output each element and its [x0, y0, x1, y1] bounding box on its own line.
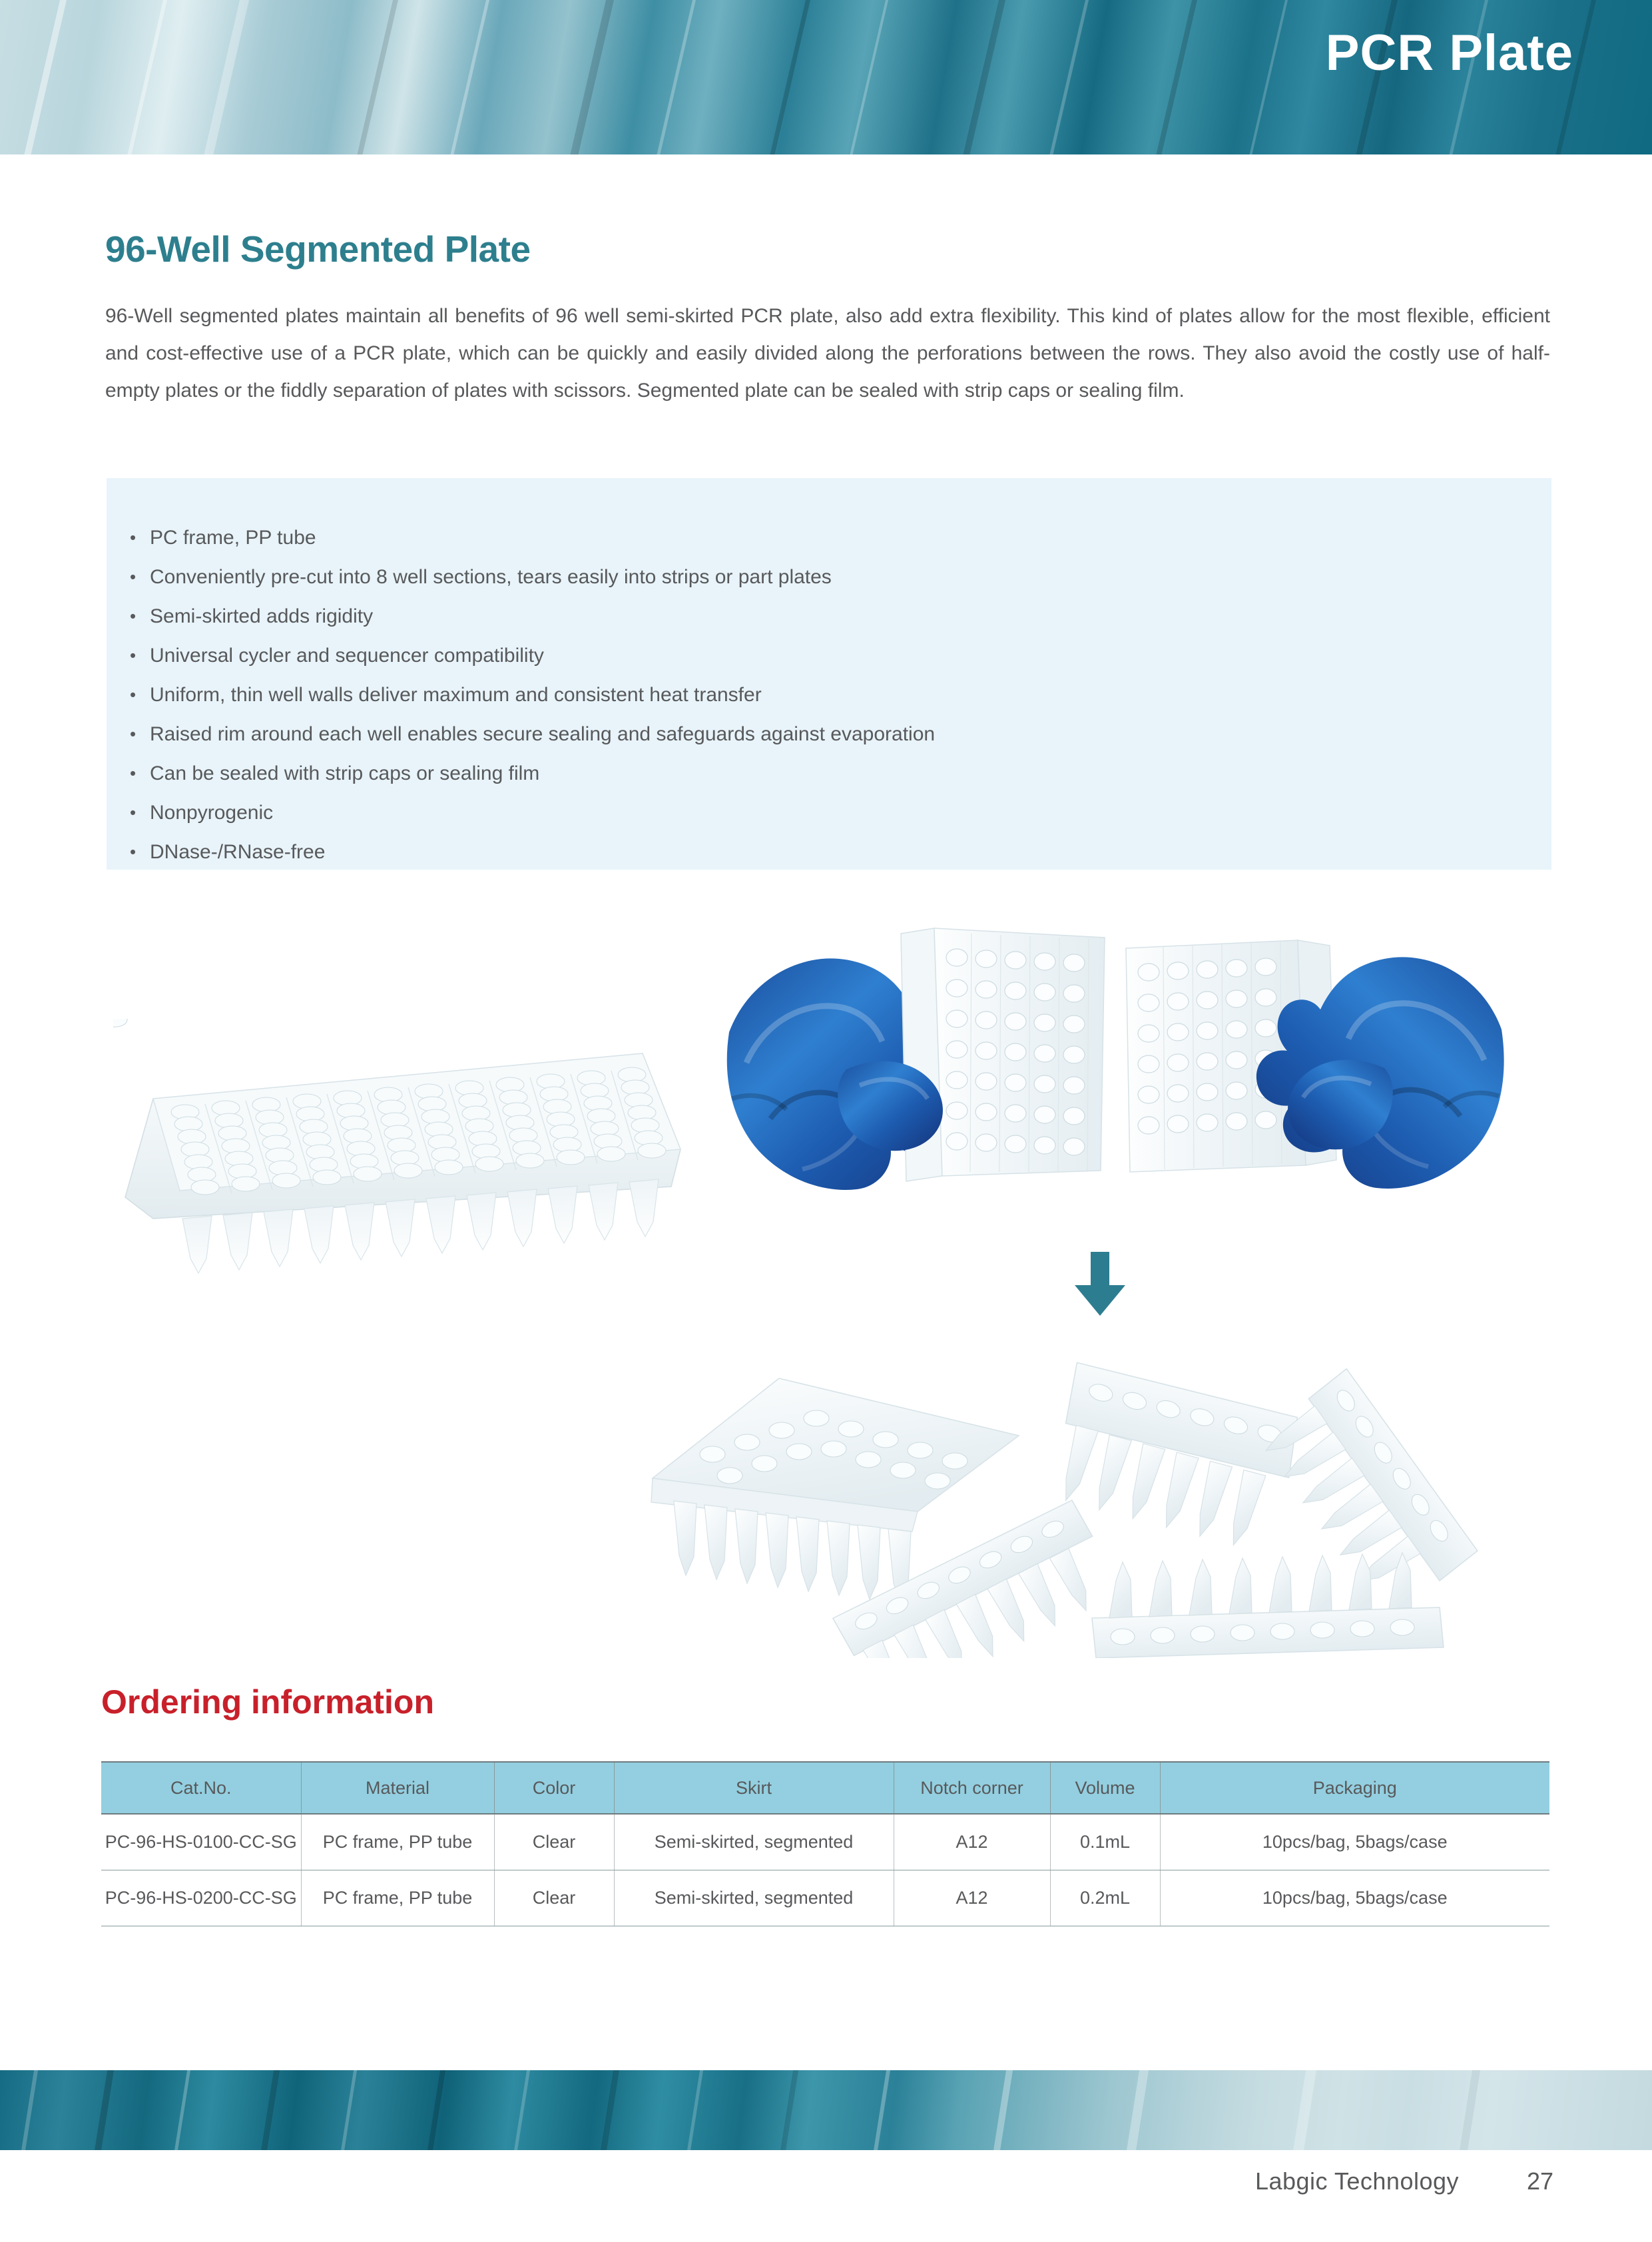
- banner-stripe: [754, 0, 823, 154]
- cell-volume: 0.1mL: [1050, 1814, 1160, 1870]
- banner-stripe: [554, 0, 627, 154]
- footer-company-name: Labgic Technology: [1254, 2167, 1459, 2195]
- banner-stripe: [434, 0, 502, 154]
- banner-stripe: [834, 0, 901, 154]
- cell-cat-no: PC-96-HS-0100-CC-SG: [101, 1814, 301, 1870]
- feature-item: • DNase-/RNase-free: [130, 832, 1551, 872]
- column-header-volume: Volume: [1050, 1762, 1160, 1814]
- table-row: [101, 1814, 1549, 1870]
- cell-color: Clear: [494, 1814, 614, 1870]
- ordering-table: [101, 1761, 1549, 1926]
- down-arrow-icon: [1072, 1252, 1128, 1316]
- column-header-notch-corner: Notch corner: [894, 1762, 1050, 1814]
- cell-packaging: 10pcs/bag, 5bags/case: [1160, 1870, 1549, 1926]
- feature-list: [107, 478, 1551, 872]
- footer-stripe: [772, 2070, 804, 2150]
- footer-stripe: [252, 2070, 286, 2150]
- hands-tearing-plate-image: [722, 899, 1508, 1272]
- footer-stripe: [679, 2070, 709, 2150]
- banner-stripe: [188, 0, 262, 154]
- feature-item: • Can be sealed with strip caps or sealing film: [130, 754, 1551, 793]
- segments-and-strips-image: [633, 1312, 1538, 1658]
- cell-volume: 0.2mL: [1050, 1870, 1160, 1926]
- table-row: [101, 1870, 1549, 1926]
- footer-stripe: [505, 2070, 536, 2150]
- cell-cat-no: PC-96-HS-0200-CC-SG: [101, 1870, 301, 1926]
- cell-notch-corner: A12: [894, 1870, 1050, 1926]
- banner-stripe: [947, 0, 1018, 154]
- banner-stripe: [8, 0, 79, 154]
- feature-item: • Nonpyrogenic: [130, 793, 1551, 832]
- cell-packaging: 10pcs/bag, 5bags/case: [1160, 1814, 1549, 1870]
- cell-material: PC frame, PP tube: [301, 1870, 494, 1926]
- column-header-cat-no: Cat.No.: [101, 1762, 301, 1814]
- feature-item: • Uniform, thin well walls deliver maximum and consistent heat transfer: [130, 675, 1551, 714]
- footer-stripe: [332, 2070, 363, 2150]
- footer-stripe: [86, 2070, 120, 2150]
- feature-item: • Semi-skirted adds rigidity: [130, 597, 1551, 636]
- table-header-row: [101, 1762, 1549, 1814]
- banner-stripe: [641, 0, 708, 154]
- column-header-color: Color: [494, 1762, 614, 1814]
- column-header-material: Material: [301, 1762, 494, 1814]
- plate-96well-image: [113, 1019, 692, 1278]
- product-image-area: [0, 886, 1652, 1665]
- feature-item: • Conveniently pre-cut into 8 well sections, tears easily into strips or part plates: [130, 557, 1551, 597]
- footer-stripe: [1118, 2070, 1155, 2150]
- footer-page-number: 27: [1526, 2167, 1553, 2195]
- footer-stripe: [419, 2070, 451, 2150]
- banner-stripe: [1233, 0, 1300, 154]
- footer-stripe: [1284, 2070, 1322, 2150]
- cell-material: PC frame, PP tube: [301, 1814, 494, 1870]
- banner-stripe: [1033, 0, 1101, 154]
- footer-stripe: [985, 2070, 1019, 2150]
- column-header-skirt: Skirt: [614, 1762, 894, 1814]
- page-title: PCR Plate: [1325, 25, 1573, 81]
- footer-stripe: [13, 2070, 44, 2150]
- feature-item: • Raised rim around each well enables secure sealing and safeguards against evaporation: [130, 714, 1551, 754]
- ordering-information-heading: Ordering information: [101, 1683, 434, 1721]
- banner-stripe: [1140, 0, 1210, 154]
- section-title: 96-Well Segmented Plate: [105, 228, 531, 270]
- footer-banner: [0, 2070, 1652, 2150]
- feature-item: • PC frame, PP tube: [130, 518, 1551, 557]
- cell-color: Clear: [494, 1870, 614, 1926]
- cell-skirt: Semi-skirted, segmented: [614, 1814, 894, 1870]
- cell-notch-corner: A12: [894, 1814, 1050, 1870]
- footer-stripe: [166, 2070, 196, 2150]
- cell-skirt: Semi-skirted, segmented: [614, 1870, 894, 1926]
- feature-item: • Universal cycler and sequencer compatibility: [130, 636, 1551, 675]
- column-header-packaging: Packaging: [1160, 1762, 1549, 1814]
- footer-stripe: [592, 2070, 625, 2150]
- footer-stripe: [1451, 2070, 1486, 2150]
- banner-stripe: [341, 0, 411, 154]
- banner-stripe: [111, 0, 180, 154]
- footer-stripe: [865, 2070, 896, 2150]
- intro-paragraph: 96-Well segmented plates maintain all benefits of 96 well semi-skirted PCR plate, also add extra flexibility. This kind of plates allow for the most flexible, efficient and cost-effective use of a PCR plate, which can be quickly and easily divided along the perforations between the rows. They also avoid the costly use of half-empty plates or the fiddly separation of plates with scissors. Segmented plate can be sealed with strip caps or sealing film.: [105, 305, 1550, 402]
- feature-box: [107, 478, 1551, 870]
- header-banner: [0, 0, 1652, 154]
